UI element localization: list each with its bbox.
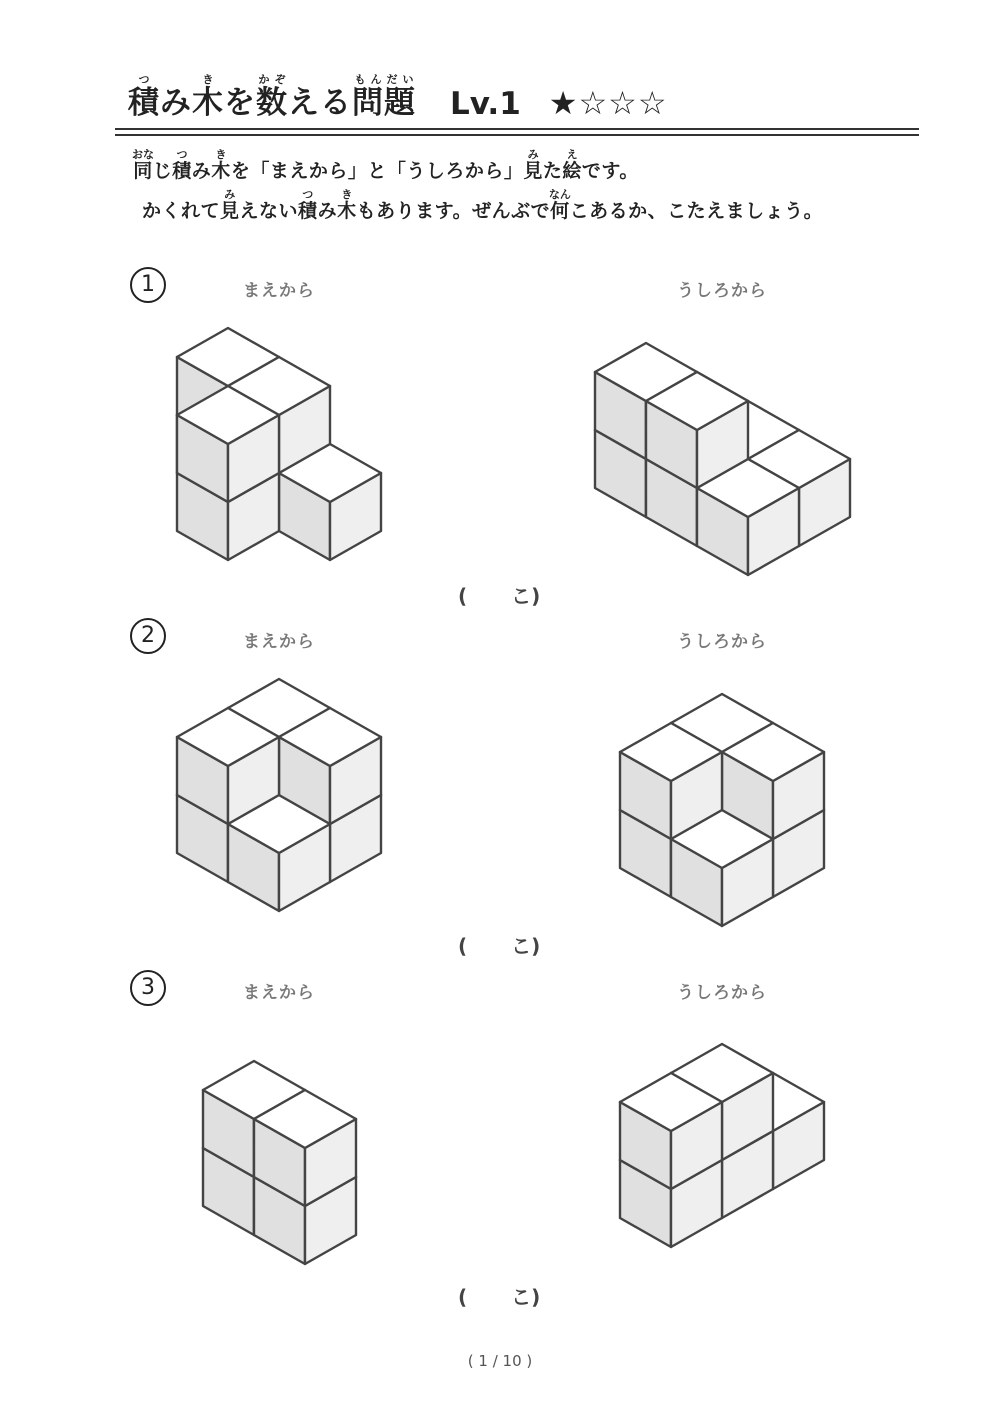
- title-divider-bottom: [115, 134, 919, 136]
- text-segment: み: [160, 85, 192, 121]
- front-view-label-2: まえから: [243, 632, 315, 652]
- ruby-text: [132, 148, 154, 182]
- text-segment: を: [224, 85, 256, 121]
- furigana: え: [562, 148, 582, 161]
- ruby-text: [548, 188, 571, 222]
- title-row: [128, 62, 668, 122]
- front-view-label-3: まえから: [243, 983, 315, 1003]
- ruby-text: [562, 148, 582, 182]
- question-number-1: 1: [130, 267, 166, 303]
- ruby-text: [211, 148, 231, 182]
- back-view-figure-1: [591, 339, 854, 579]
- page-title: [128, 73, 416, 122]
- ruby-base: 数: [256, 85, 288, 121]
- text-segment: み: [191, 160, 212, 182]
- ruby-base: 積: [128, 85, 160, 121]
- furigana: なん: [548, 188, 571, 201]
- answer-unit: こ): [511, 1285, 541, 1309]
- question-number-3: 3: [130, 970, 166, 1006]
- back-view-label-1: うしろから: [677, 281, 767, 301]
- furigana: つ: [172, 148, 192, 161]
- front-view-figure-3: [199, 1057, 360, 1268]
- ruby-text: [352, 73, 416, 121]
- ruby-text: [523, 148, 543, 182]
- text-segment: もあります。ぜんぶで: [356, 200, 551, 222]
- back-view-figure-2: [616, 690, 828, 930]
- ruby-base: 絵: [562, 160, 582, 182]
- answer-box-3[interactable]: [458, 1281, 540, 1310]
- level-label: Lv.1: [450, 86, 521, 122]
- answer-box-1[interactable]: [458, 580, 540, 609]
- text-segment: かくれて: [142, 200, 221, 222]
- ruby-base: 木: [211, 160, 231, 182]
- back-view-label-2: うしろから: [677, 632, 767, 652]
- ruby-base: 木: [337, 200, 357, 222]
- answer-open-paren: (: [458, 934, 468, 958]
- text-segment: じ: [152, 160, 173, 182]
- text-segment: えない: [239, 200, 299, 222]
- text-segment: を「まえから」と「うしろから」: [230, 160, 524, 182]
- furigana: き: [337, 188, 357, 201]
- ruby-text: [220, 188, 240, 222]
- answer-unit: こ): [511, 934, 541, 958]
- ruby-base: 問題: [352, 85, 416, 121]
- ruby-text: [192, 73, 224, 121]
- furigana: つ: [298, 188, 318, 201]
- difficulty-stars: ★☆☆☆: [548, 84, 668, 122]
- furigana: み: [523, 148, 543, 161]
- ruby-base: 積: [298, 200, 318, 222]
- front-view-figure-2: [173, 675, 385, 915]
- text-segment: た: [542, 160, 563, 182]
- furigana: み: [220, 188, 240, 201]
- question-number-2: 2: [130, 618, 166, 654]
- furigana: おな: [132, 148, 154, 161]
- front-view-figure-1: [173, 324, 385, 564]
- title-divider-top: [115, 128, 919, 130]
- back-view-label-3: うしろから: [677, 983, 767, 1003]
- back-view-figure-3: [616, 1040, 828, 1251]
- ruby-text: [337, 188, 357, 222]
- text-segment: える: [288, 85, 352, 121]
- front-view-label-1: まえから: [243, 281, 315, 301]
- ruby-text: [128, 73, 160, 121]
- ruby-base: 積: [172, 160, 192, 182]
- ruby-text: [256, 73, 288, 121]
- ruby-base: 見: [523, 160, 543, 182]
- furigana: つ: [128, 73, 160, 86]
- answer-box-2[interactable]: [458, 930, 540, 959]
- answer-open-paren: (: [458, 584, 468, 608]
- furigana: き: [192, 73, 224, 86]
- ruby-base: 同: [132, 160, 154, 182]
- ruby-base: 木: [192, 85, 224, 121]
- furigana: き: [211, 148, 231, 161]
- text-segment: み: [317, 200, 338, 222]
- text-segment: こあるか、こたえましょう。: [569, 200, 824, 222]
- furigana: かぞ: [256, 73, 288, 86]
- instruction-line-2: [142, 188, 823, 223]
- text-segment: です。: [581, 160, 639, 182]
- answer-open-paren: (: [458, 1285, 468, 1309]
- ruby-text: [172, 148, 192, 182]
- ruby-base: 見: [220, 200, 240, 222]
- furigana: もんだい: [352, 73, 416, 86]
- ruby-base: 何: [548, 200, 571, 222]
- ruby-text: [298, 188, 318, 222]
- page-number: ( 1 / 10 ): [467, 1352, 533, 1370]
- answer-unit: こ): [511, 584, 541, 608]
- instruction-line-1: [132, 148, 639, 183]
